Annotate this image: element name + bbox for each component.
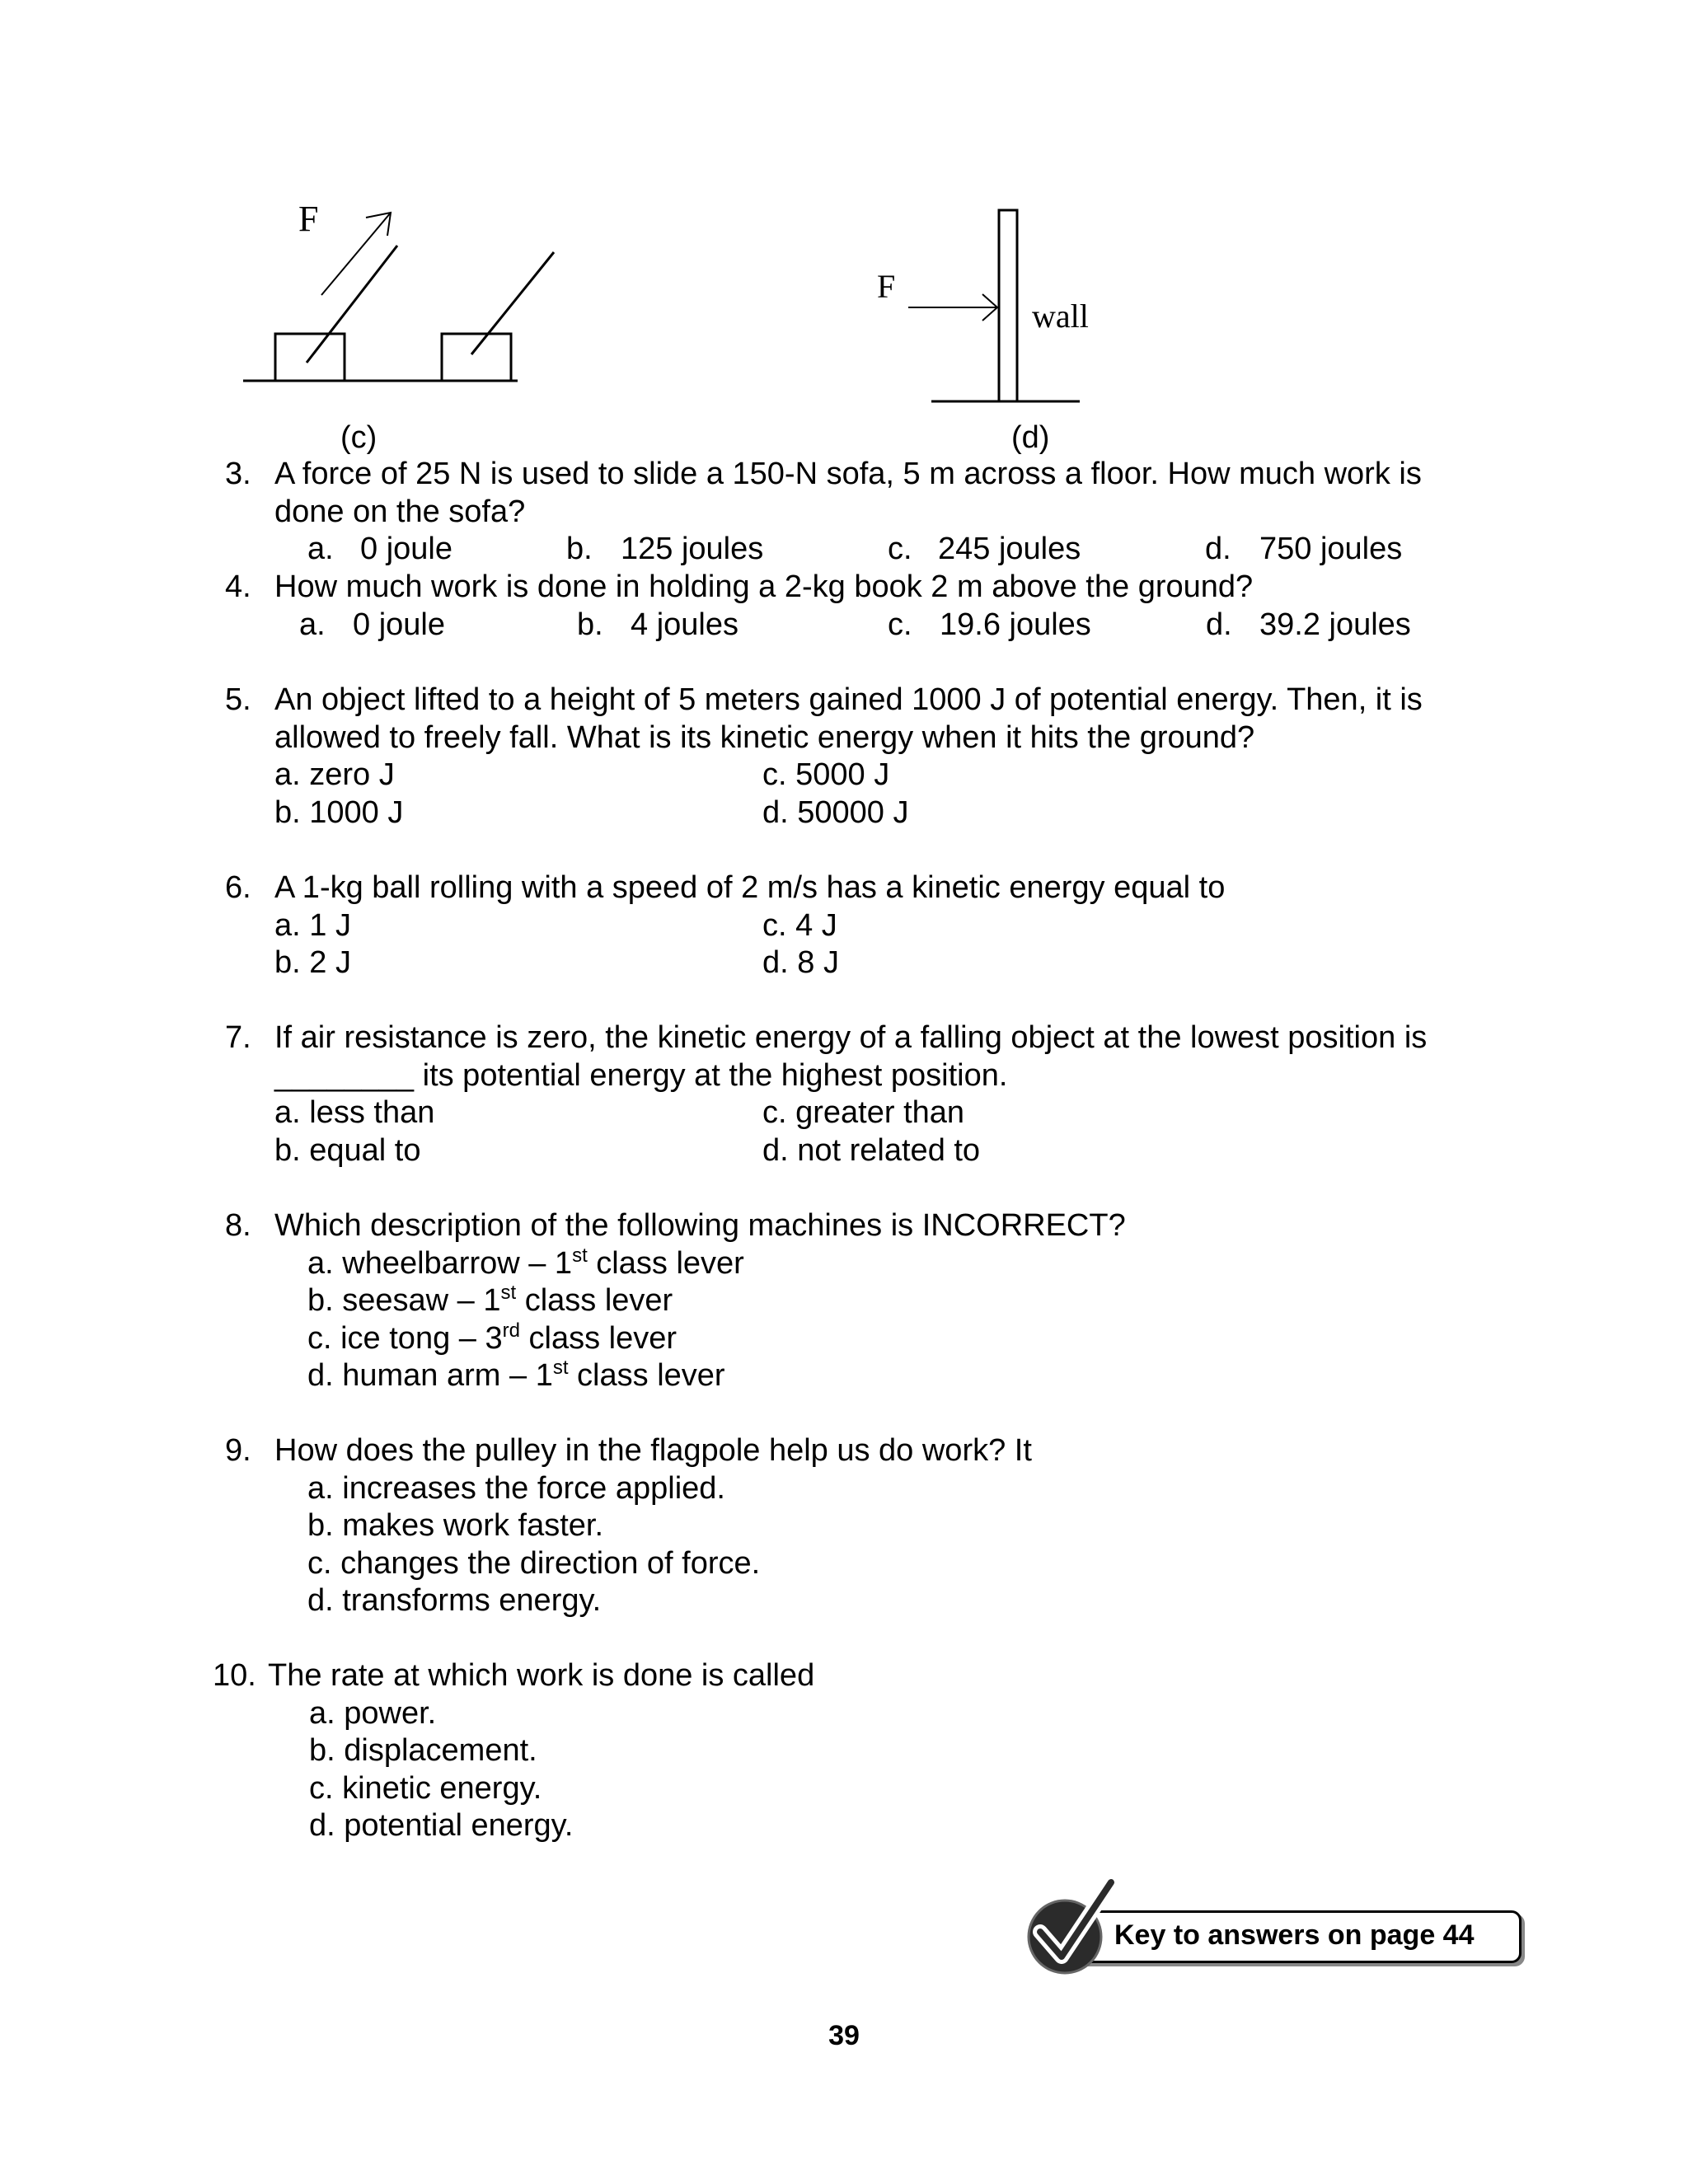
option-text: c. kinetic energy.: [309, 1771, 542, 1806]
option-text: 39.2 joules: [1259, 607, 1411, 642]
option-text: c. 5000 J: [762, 757, 890, 792]
option-text: b. displacement.: [309, 1733, 537, 1768]
option-letter: a.: [307, 532, 334, 566]
option-text: c. ice tong – 3rd class lever: [307, 1319, 677, 1356]
option-text: 4 joules: [631, 607, 738, 642]
option-text: a. increases the force applied.: [307, 1471, 725, 1506]
option-letter: b.: [577, 607, 603, 642]
figure-c-force-arrow: [321, 213, 391, 295]
question-number: 9.: [225, 1433, 251, 1468]
option-text: 19.6 joules: [940, 607, 1091, 642]
option-text: d. 50000 J: [762, 795, 909, 830]
option-text: b. makes work faster.: [307, 1508, 604, 1543]
option-text: 750 joules: [1259, 532, 1403, 566]
option-text: a. 1 J: [274, 908, 351, 943]
figure-d-force-label: F: [877, 268, 896, 305]
question-stem-line: A force of 25 N is used to slide a 150-N sofa, 5 m across a floor. How much work is: [274, 457, 1422, 491]
option-text: c. changes the direction of force.: [307, 1546, 761, 1581]
figure-d-caption: (d): [1011, 420, 1050, 455]
question-stem-line: ________ its potential energy at the highest position.: [274, 1058, 1008, 1093]
option-text: a. zero J: [274, 757, 395, 792]
option-text: d. transforms energy.: [307, 1583, 602, 1618]
figure-d-wall: [999, 210, 1017, 401]
option-letter: b.: [566, 532, 593, 566]
option-letter: c.: [888, 532, 912, 566]
option-text: 0 joule: [360, 532, 452, 566]
checkmark-icon: [1022, 1871, 1121, 1978]
option-letter: d.: [1206, 607, 1232, 642]
figure-d: [865, 202, 1146, 408]
option-text: d. not related to: [762, 1133, 981, 1168]
option-text: 0 joule: [353, 607, 445, 642]
question-stem-line: Which description of the following machines is INCORRECT?: [274, 1208, 1126, 1243]
question-number: 6.: [225, 870, 251, 905]
figure-c-caption: (c): [340, 420, 377, 455]
question-number: 10.: [213, 1658, 256, 1693]
question-stem-line: done on the sofa?: [274, 494, 526, 529]
figure-c: [231, 198, 560, 396]
question-stem-line: A 1-kg ball rolling with a speed of 2 m/s has a kinetic energy equal to: [274, 870, 1226, 905]
question-stem-line: allowed to freely fall. What is its kinetic energy when it hits the ground?: [274, 720, 1255, 755]
option-text: a. wheelbarrow – 1st class lever: [307, 1244, 744, 1281]
option-text: 245 joules: [938, 532, 1081, 566]
figure-d-wall-label: wall: [1032, 298, 1089, 335]
question-number: 5.: [225, 682, 251, 717]
question-number: 7.: [225, 1020, 251, 1055]
option-letter: c.: [888, 607, 912, 642]
question-stem-line: If air resistance is zero, the kinetic energy of a falling object at the lowest position is: [274, 1020, 1428, 1055]
answer-key-text: Key to answers on page 44: [1114, 1919, 1475, 1951]
question-stem-line: The rate at which work is done is called: [268, 1658, 815, 1693]
question-number: 4.: [225, 569, 251, 604]
option-text: a. less than: [274, 1095, 435, 1130]
option-text: c. 4 J: [762, 908, 837, 943]
option-text: a. power.: [309, 1696, 437, 1731]
figure-c-force-label: F: [298, 199, 319, 239]
option-text: d. 8 J: [762, 945, 839, 980]
option-letter: d.: [1205, 532, 1231, 566]
page-number: 39: [828, 2020, 860, 2051]
figure-c-handle-left: [307, 246, 397, 363]
option-letter: a.: [299, 607, 326, 642]
question-stem-line: An object lifted to a height of 5 meters gained 1000 J of potential energy. Then, it is: [274, 682, 1423, 717]
question-number: 3.: [225, 457, 251, 491]
question-number: 8.: [225, 1208, 251, 1243]
option-text: b. 1000 J: [274, 795, 404, 830]
option-text: b. seesaw – 1st class lever: [307, 1282, 673, 1318]
option-text: 125 joules: [621, 532, 764, 566]
figure-c-box-right: [442, 334, 511, 381]
option-text: c. greater than: [762, 1095, 965, 1130]
option-text: d. human arm – 1st class lever: [307, 1357, 725, 1393]
option-text: b. equal to: [274, 1133, 421, 1168]
option-text: b. 2 J: [274, 945, 351, 980]
question-stem-line: How does the pulley in the flagpole help us do work? It: [274, 1433, 1032, 1468]
option-text: d. potential energy.: [309, 1808, 574, 1843]
question-stem-line: How much work is done in holding a 2-kg book 2 m above the ground?: [274, 569, 1254, 604]
figure-c-handle-right: [471, 252, 554, 354]
